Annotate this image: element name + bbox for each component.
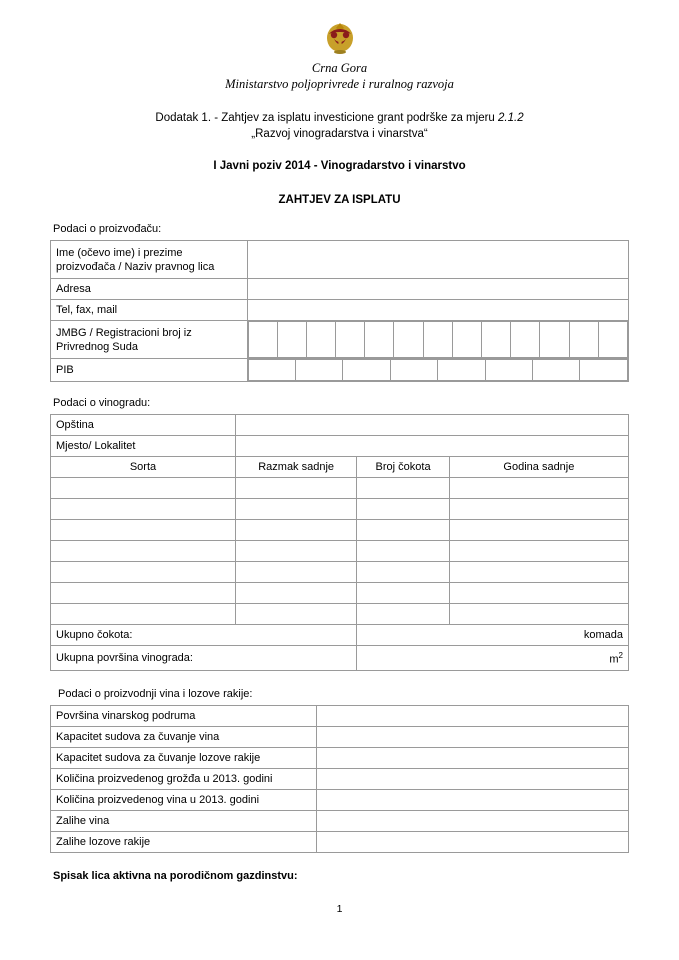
table-row [51,541,629,562]
vineyard-cell-cokota[interactable] [357,604,449,625]
jmbg-box[interactable] [423,322,452,358]
jmbg-box[interactable] [336,322,365,358]
table-row [51,562,629,583]
public-call-title: I Javni poziv 2014 - Vinogradarstvo i vinarstvo [213,160,466,172]
document-subtitle-line-2: „Razvoj vinogradarstva i vinarstva“ [251,128,428,140]
vineyard-cell-sorta[interactable] [51,583,236,604]
table-row [51,747,629,768]
table-row [51,583,629,604]
vineyard-table [50,414,629,671]
producer-name-label: Ime (očevo ime) i prezime proizvođača / Naziv pravnog lica [51,241,248,279]
vineyard-cell-razmak[interactable] [235,499,356,520]
table-row [51,831,629,852]
table-row [51,705,629,726]
production-label-wine-stock: Zalihe vina [51,810,317,831]
table-row [51,300,629,321]
table-row [51,810,629,831]
vineyard-cell-sorta[interactable] [51,541,236,562]
jmbg-box[interactable] [248,322,277,358]
page-title: ZAHTJEV ZA ISPLATU [278,194,401,206]
pib-box[interactable] [295,360,342,381]
vineyard-cell-godina[interactable] [449,562,628,583]
subtitle-measure-code: 2.1.2 [498,112,524,124]
persons-section-label: Spisak lica aktivna na porodičnom gazdinstvu: [53,869,298,882]
vineyard-cell-razmak[interactable] [235,478,356,499]
subtitle-text-part-1: Dodatak 1. - Zahtjev za isplatu investicione grant podrške za mjeru [155,112,499,124]
pib-box[interactable] [533,360,580,381]
production-input-wine-stock[interactable] [316,810,628,831]
producer-section-label: Podaci o proizvođaču: [53,223,162,235]
producer-pib-label: PIB [51,359,248,382]
vineyard-cell-sorta[interactable] [51,604,236,625]
table-row [51,625,629,646]
vineyard-cell-sorta[interactable] [51,562,236,583]
jmbg-box[interactable] [482,322,511,358]
table-row [51,478,629,499]
document-subtitle-line-1 [50,110,629,126]
production-section-label: Podaci o proizvodnji vina i lozove rakije: [58,687,253,700]
total-area-unit-exponent: 2 [618,651,623,660]
ministry-name: Ministarstvo poljoprivrede i ruralnog razvoja [225,77,454,91]
vineyard-cell-sorta[interactable] [51,520,236,541]
total-vines-unit: komada [357,625,629,646]
table-row [51,415,629,436]
vineyard-cell-cokota[interactable] [357,478,449,499]
producer-contact-input[interactable] [247,300,628,321]
vineyard-cell-godina[interactable] [449,499,628,520]
jmbg-box[interactable] [394,322,423,358]
vineyard-cell-razmak[interactable] [235,562,356,583]
vineyard-cell-godina[interactable] [449,604,628,625]
vineyard-cell-cokota[interactable] [357,583,449,604]
pib-box[interactable] [343,360,390,381]
table-row [51,604,629,625]
producer-table [50,240,629,382]
country-name: Crna Gora [311,61,368,75]
jmbg-box[interactable] [511,322,540,358]
table-row [51,520,629,541]
column-header-godina-sadnje: Godina sadnje [449,457,628,478]
production-input-wine-2013[interactable] [316,789,628,810]
table-row [51,279,629,300]
column-header-razmak-sadnje: Razmak sadnje [235,457,356,478]
vineyard-cell-godina[interactable] [449,520,628,541]
page-number: 1 [336,903,343,915]
table-row [51,726,629,747]
pib-box[interactable] [248,360,295,381]
producer-jmbg-boxes[interactable] [247,321,628,359]
table-row [51,646,629,671]
producer-pib-boxes[interactable] [247,359,628,382]
vineyard-cell-cokota[interactable] [357,562,449,583]
table-row [51,499,629,520]
vineyard-cell-godina[interactable] [449,541,628,562]
vineyard-cell-cokota[interactable] [357,499,449,520]
jmbg-box[interactable] [365,322,394,358]
production-input-brandy-vessel-capacity[interactable] [316,747,628,768]
jmbg-box[interactable] [277,322,306,358]
jmbg-box[interactable] [452,322,481,358]
jmbg-box[interactable] [540,322,569,358]
table-row [51,241,629,279]
producer-address-label: Adresa [51,279,248,300]
table-header-row [51,457,629,478]
jmbg-box[interactable] [306,322,335,358]
pib-box[interactable] [390,360,437,381]
vineyard-municipality-label: Opština [51,415,236,436]
montenegro-coat-of-arms-icon [323,18,357,56]
vineyard-cell-razmak[interactable] [235,604,356,625]
table-row [51,436,629,457]
pib-box[interactable] [580,360,628,381]
vineyard-cell-sorta[interactable] [51,499,236,520]
total-area-unit [357,646,629,671]
column-header-broj-cokota: Broj čokota [357,457,449,478]
vineyard-cell-razmak[interactable] [235,541,356,562]
table-row [51,789,629,810]
vineyard-cell-sorta[interactable] [51,478,236,499]
vineyard-locality-input[interactable] [235,436,628,457]
production-input-wine-vessel-capacity[interactable] [316,726,628,747]
jmbg-box[interactable] [598,322,627,358]
jmbg-box[interactable] [569,322,598,358]
production-label-wine-vessel-capacity: Kapacitet sudova za čuvanje vina [51,726,317,747]
vineyard-section-label: Podaci o vinogradu: [53,397,151,409]
vineyard-cell-razmak[interactable] [235,520,356,541]
pib-box[interactable] [485,360,532,381]
producer-contact-label: Tel, fax, mail [51,300,248,321]
production-label-wine-2013: Količina proizvedenog vina u 2013. godini [51,789,317,810]
production-input-brandy-stock[interactable] [316,831,628,852]
producer-address-input[interactable] [247,279,628,300]
table-row [51,768,629,789]
producer-jmbg-label: JMBG / Registracioni broj iz Privrednog Suda [51,321,248,359]
production-label-brandy-stock: Zalihe lozove rakije [51,831,317,852]
vineyard-municipality-input[interactable] [235,415,628,436]
production-label-cellar-area: Površina vinarskog podruma [51,705,317,726]
production-label-brandy-vessel-capacity: Kapacitet sudova za čuvanje lozove rakije [51,747,317,768]
column-header-sorta: Sorta [51,457,236,478]
pib-box[interactable] [438,360,485,381]
total-area-label: Ukupna površina vinograda: [51,646,357,671]
vineyard-cell-godina[interactable] [449,583,628,604]
table-row [51,321,629,359]
vineyard-cell-cokota[interactable] [357,520,449,541]
producer-name-input[interactable] [247,241,628,279]
table-row [51,359,629,382]
production-table [50,705,629,853]
total-vines-label: Ukupno čokota: [51,625,357,646]
vineyard-cell-razmak[interactable] [235,583,356,604]
vineyard-cell-godina[interactable] [449,478,628,499]
production-label-grapes-2013: Količina proizvedenog grožđa u 2013. godini [51,768,317,789]
total-area-unit-text: m [609,653,619,666]
production-input-grapes-2013[interactable] [316,768,628,789]
vineyard-locality-label: Mjesto/ Lokalitet [51,436,236,457]
vineyard-cell-cokota[interactable] [357,541,449,562]
production-input-cellar-area[interactable] [316,705,628,726]
